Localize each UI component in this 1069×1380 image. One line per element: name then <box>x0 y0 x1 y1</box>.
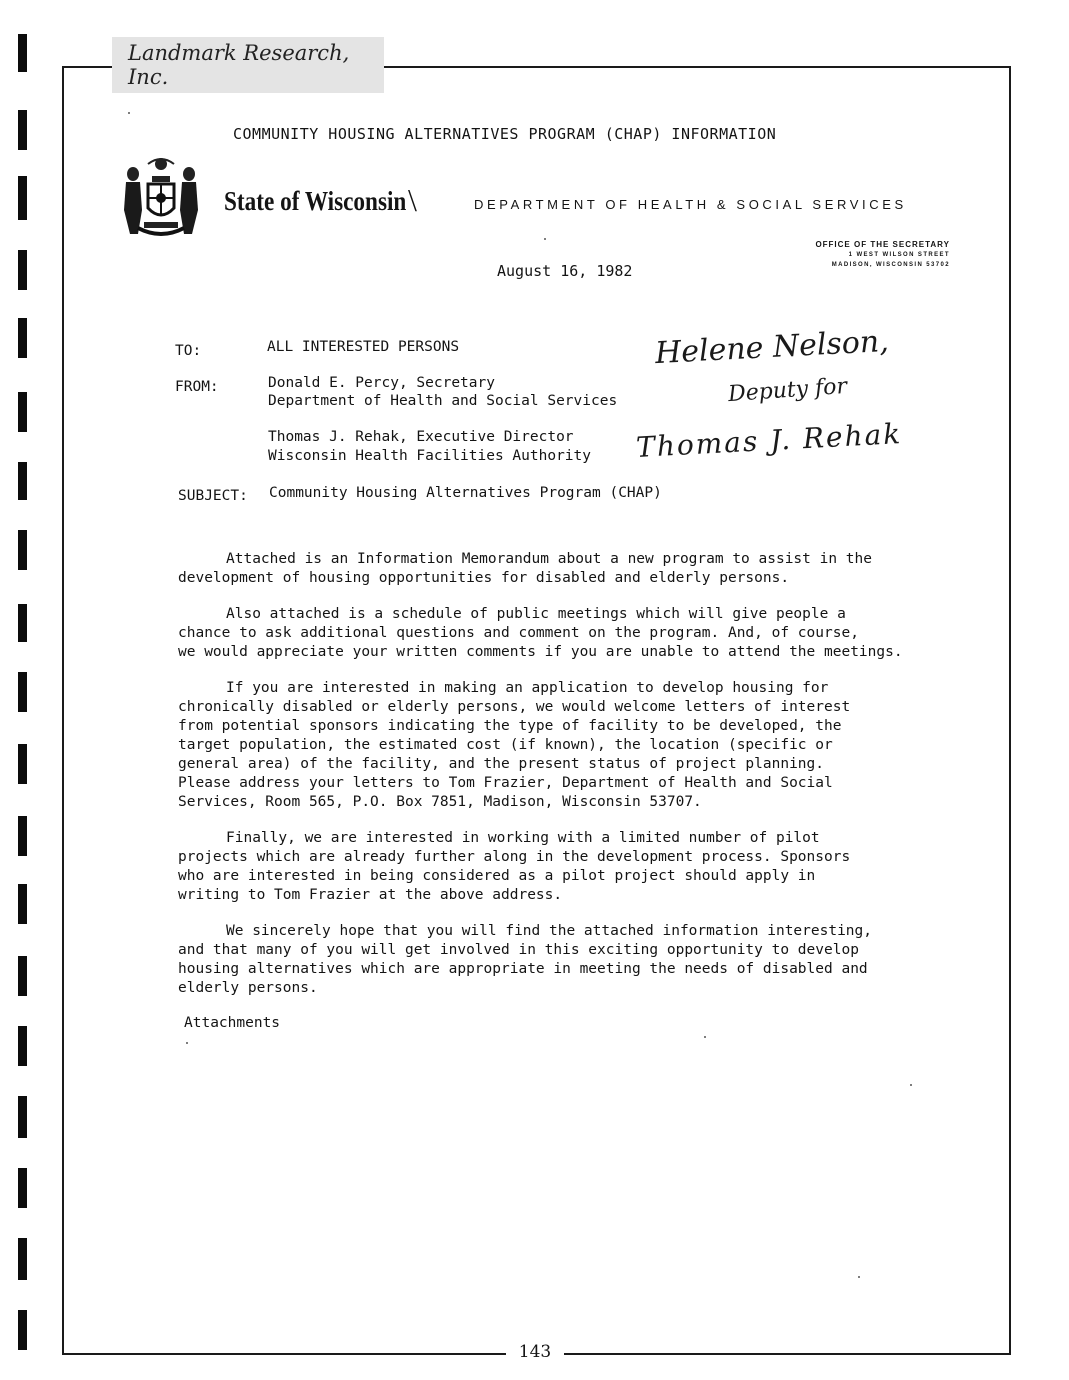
scan-speck <box>544 238 546 240</box>
from-name-2: Thomas J. Rehak, Executive Director <box>268 429 574 445</box>
to-value: ALL INTERESTED PERSONS <box>267 339 460 355</box>
from-department: Department of Health and Social Services <box>268 393 618 409</box>
binder-hole-mark <box>18 530 27 570</box>
office-address <box>760 240 950 270</box>
binder-hole-mark <box>18 1026 27 1066</box>
binder-hole-mark <box>18 604 27 642</box>
subject-value: Community Housing Alternatives Program (CHAP) <box>269 485 662 501</box>
binder-hole-mark <box>18 1238 27 1280</box>
binder-hole-mark <box>18 34 27 72</box>
binder-hole-mark <box>18 462 27 500</box>
office-line: OFFICE OF THE SECRETARY <box>815 240 950 249</box>
state-name: State of Wisconsin <box>224 186 407 216</box>
attachments-note: Attachments <box>184 1015 281 1031</box>
paragraph: We sincerely hope that you will find the attached information interesting, and that many of you will get involved in this exciting opportunity to develop housing alternatives which are appropriate in meeting the needs of disabled and elderly persons. <box>178 923 873 996</box>
signature-deputy: Helene Nelson, <box>654 323 890 372</box>
scan-speck <box>858 1276 860 1278</box>
signature-deputy-for: Deputy for <box>727 373 848 408</box>
scan-speck <box>704 1036 706 1038</box>
office-city: MADISON, WISCONSIN 53702 <box>831 262 950 268</box>
from-name: Donald E. Percy, Secretary <box>268 375 495 391</box>
publisher-label <box>112 41 384 89</box>
binder-hole-mark <box>18 392 27 432</box>
publisher-label-text: Landmark Research, Inc. <box>112 37 384 93</box>
binder-hole-mark <box>18 956 27 996</box>
paragraph: Also attached is a schedule of public meetings which will give people a chance to ask additional questions and comment on the program. And, of course, we would appreciate your written comments if you are unable to attend the meetings. <box>178 606 903 660</box>
binder-hole-mark <box>18 672 27 712</box>
binder-hole-mark <box>18 744 27 784</box>
scan-speck <box>910 1084 912 1086</box>
signature-rehak: Thomas J. Rehak <box>635 417 903 464</box>
paragraph: Finally, we are interested in working with a limited number of pilot projects which are already further along in the development process. Sponsors who are interested in being considered as a pilot project should apply in writing to Tom Frazier at the above address. <box>178 830 851 903</box>
binder-hole-mark <box>18 1310 27 1350</box>
letter-date: August 16, 1982 <box>497 262 633 280</box>
from-authority: Wisconsin Health Facilities Authority <box>268 448 592 464</box>
binder-hole-mark <box>18 110 27 150</box>
state-seal-icon <box>118 150 204 238</box>
binder-hole-mark <box>18 250 27 290</box>
paragraph: Attached is an Information Memorandum about a new program to assist in the development of housing opportunities for disabled and elderly persons. <box>178 551 873 586</box>
scan-speck <box>128 112 130 114</box>
binder-hole-mark <box>18 176 27 220</box>
binder-hole-mark <box>18 1096 27 1138</box>
office-street: 1 WEST WILSON STREET <box>848 252 950 258</box>
subject-label: SUBJECT: <box>178 488 248 504</box>
letterhead-slash: \ <box>408 182 417 218</box>
scan-speck <box>186 1042 188 1044</box>
paragraph: If you are interested in making an application to develop housing for chronically disabled or elderly persons, we would welcome letters of interest from potential sponsors indicating the type of facility to be developed, the target population, the estimated cost (if known), the location (specific or general area) of the facility, and the present status of project planning. Please address your letters to Tom Frazier, Department of Health and Social Services, Room 565, P.O. Box 7851, Madison, Wisconsin 53707. <box>178 680 851 810</box>
binder-hole-mark <box>18 1168 27 1208</box>
department-name: DEPARTMENT OF HEALTH & SOCIAL SERVICES <box>474 197 907 212</box>
letter-body <box>178 550 958 1015</box>
from-label: FROM: <box>175 379 219 395</box>
to-label: TO: <box>175 343 202 359</box>
binder-hole-mark <box>18 884 27 924</box>
binder-hole-mark <box>18 816 27 856</box>
document-heading: COMMUNITY HOUSING ALTERNATIVES PROGRAM (CHAP) INFORMATION <box>233 125 777 143</box>
page-number: 143 <box>506 1342 564 1366</box>
binder-hole-mark <box>18 318 27 358</box>
